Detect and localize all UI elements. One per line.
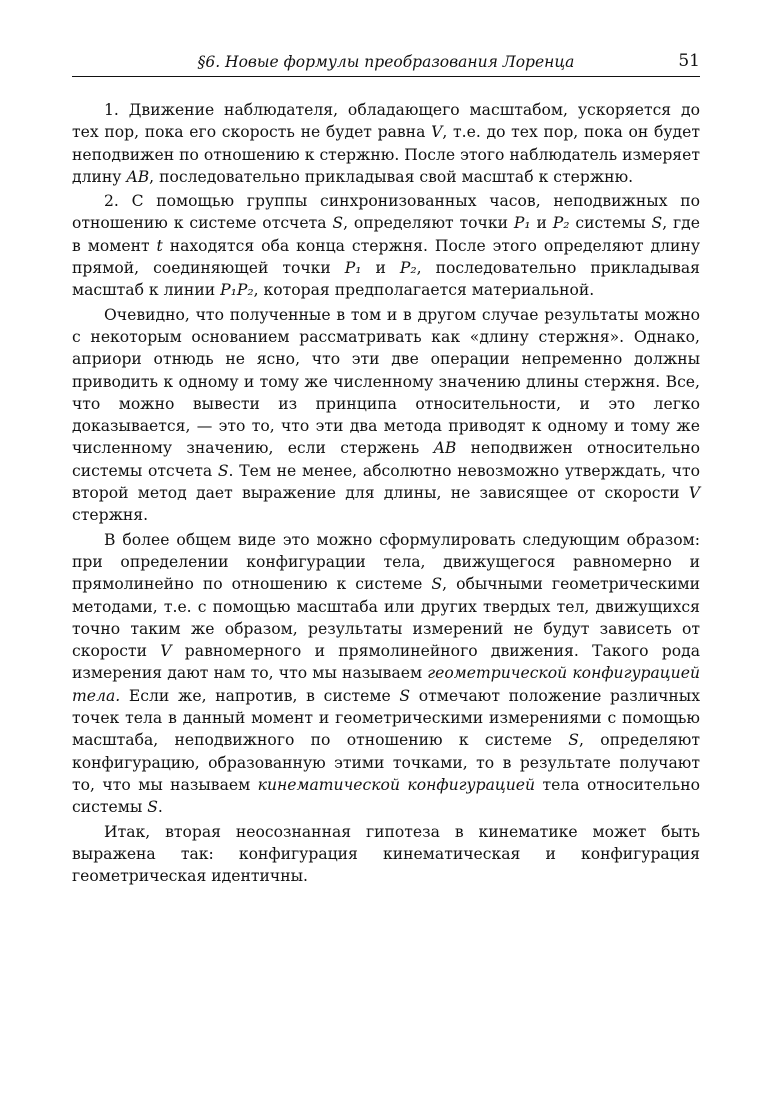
italic-text: S bbox=[217, 461, 229, 480]
text-run: В более общем виде это можно сформулировать следующим образом: при определении конфигурации тела, движущегося равномерно и прямолинейно по отношению к системе bbox=[72, 530, 700, 594]
italic-text: t bbox=[156, 236, 163, 255]
text-run: , т.е. до тех пор, пока он будет неподвижен по отношению к стержню. После этого наблюдатель измеряет длину bbox=[72, 123, 700, 186]
text-run: , последовательно прикладывая свой масштаб к стержню. bbox=[149, 167, 634, 186]
text-run: и bbox=[530, 214, 553, 233]
italic-text: AB bbox=[126, 167, 150, 186]
text-run: , последовательно прикладывая масштаб к линии bbox=[72, 259, 701, 300]
paragraph bbox=[72, 190, 700, 301]
italic-text: P₂ bbox=[552, 214, 570, 233]
page-number: 51 bbox=[678, 51, 700, 71]
italic-text: P₂ bbox=[399, 259, 417, 278]
italic-text: V bbox=[688, 484, 700, 503]
body-text bbox=[72, 99, 700, 889]
text-run: системы bbox=[569, 214, 652, 233]
paragraph bbox=[72, 821, 700, 888]
text-run: . bbox=[157, 798, 163, 817]
text-run: , обычными геометрическими методами, т.е. с помощью масштаба или других твердых тел, движущихся точно таким же образом, результаты измерений не будут зависеть от скорости bbox=[72, 575, 700, 661]
text-run: тела относительно системы bbox=[72, 775, 700, 817]
text-run: отмечают положение различных точек тела в данный момент и геометрическими измерениями с помощью масштаба, неподвижного по отношению к системе bbox=[72, 686, 700, 750]
paragraph bbox=[72, 99, 700, 188]
text-run: Итак, вторая неосознанная гипотеза в кинематике может быть выражена так: конфигурация кинематическая и конфигурация геометрическая идентичны. bbox=[72, 822, 700, 886]
text-run: и bbox=[361, 259, 400, 278]
paragraph bbox=[72, 304, 700, 527]
running-header bbox=[72, 50, 700, 77]
text-run: , которая предполагается материальной. bbox=[253, 281, 595, 300]
italic-text: P₁P₂ bbox=[220, 281, 254, 300]
italic-text: S bbox=[568, 731, 579, 750]
text-run: 2. С помощью группы синхронизованных часов, неподвижных по отношению к системе отсчета bbox=[72, 192, 700, 233]
text-run: Очевидно, что полученные в том и в другом случае результаты можно с некоторым основанием рассматривать как «длину стержня». Однако, априори отнюдь не ясно, что эти две операции непременно должны приводить к одному и тому же численному значению длины стержня. Все, что можно вывести из принципа относительности, и это легко доказывается, — это то, что эти два метода приводят к одному и тому же численному значению, если стержень bbox=[72, 305, 700, 458]
text-run: стержня. bbox=[72, 506, 149, 525]
italic-text: V bbox=[160, 642, 172, 661]
text-run: , где в момент bbox=[72, 214, 701, 255]
italic-text: V bbox=[431, 123, 443, 142]
italic-text: AB bbox=[433, 439, 457, 458]
text-run: неподвижен относительно системы отсчета bbox=[72, 439, 701, 480]
text-run: , определяют конфигурацию, образованную этими точками, то в результате получают то, что мы называем bbox=[72, 731, 700, 794]
running-title: §6. Новые формулы преобразования Лоренца bbox=[197, 53, 575, 71]
paragraph bbox=[72, 529, 700, 819]
italic-text: S bbox=[399, 686, 411, 705]
text-run: Если же, напротив, в системе bbox=[120, 686, 400, 705]
italic-text: геометрической конфигурацией тела. bbox=[72, 664, 700, 705]
italic-text: S bbox=[431, 575, 443, 594]
text-run: . Тем не менее, абсолютно невозможно утверждать, что второй метод дает выражение для длины, не зависящее от скорости bbox=[72, 461, 700, 503]
italic-text: P₁ bbox=[344, 259, 362, 278]
text-run: равномерного и прямолинейного движения. Такого рода измерения дают нам то, что мы называем bbox=[72, 642, 701, 683]
italic-text: S bbox=[147, 798, 158, 817]
text-run: , определяют точки bbox=[343, 214, 514, 233]
italic-text: P₁ bbox=[513, 214, 531, 233]
text-run: 1. Движение наблюдателя, обладающего масштабом, ускоряется до тех пор, пока его скорость не будет равна bbox=[72, 101, 700, 142]
italic-text: S bbox=[332, 214, 344, 233]
text-run: находятся оба конца стержня. После этого определяют длину прямой, соединяющей точки bbox=[72, 236, 700, 278]
italic-text: кинематической конфигурацией bbox=[257, 775, 536, 794]
italic-text: S bbox=[651, 214, 663, 233]
